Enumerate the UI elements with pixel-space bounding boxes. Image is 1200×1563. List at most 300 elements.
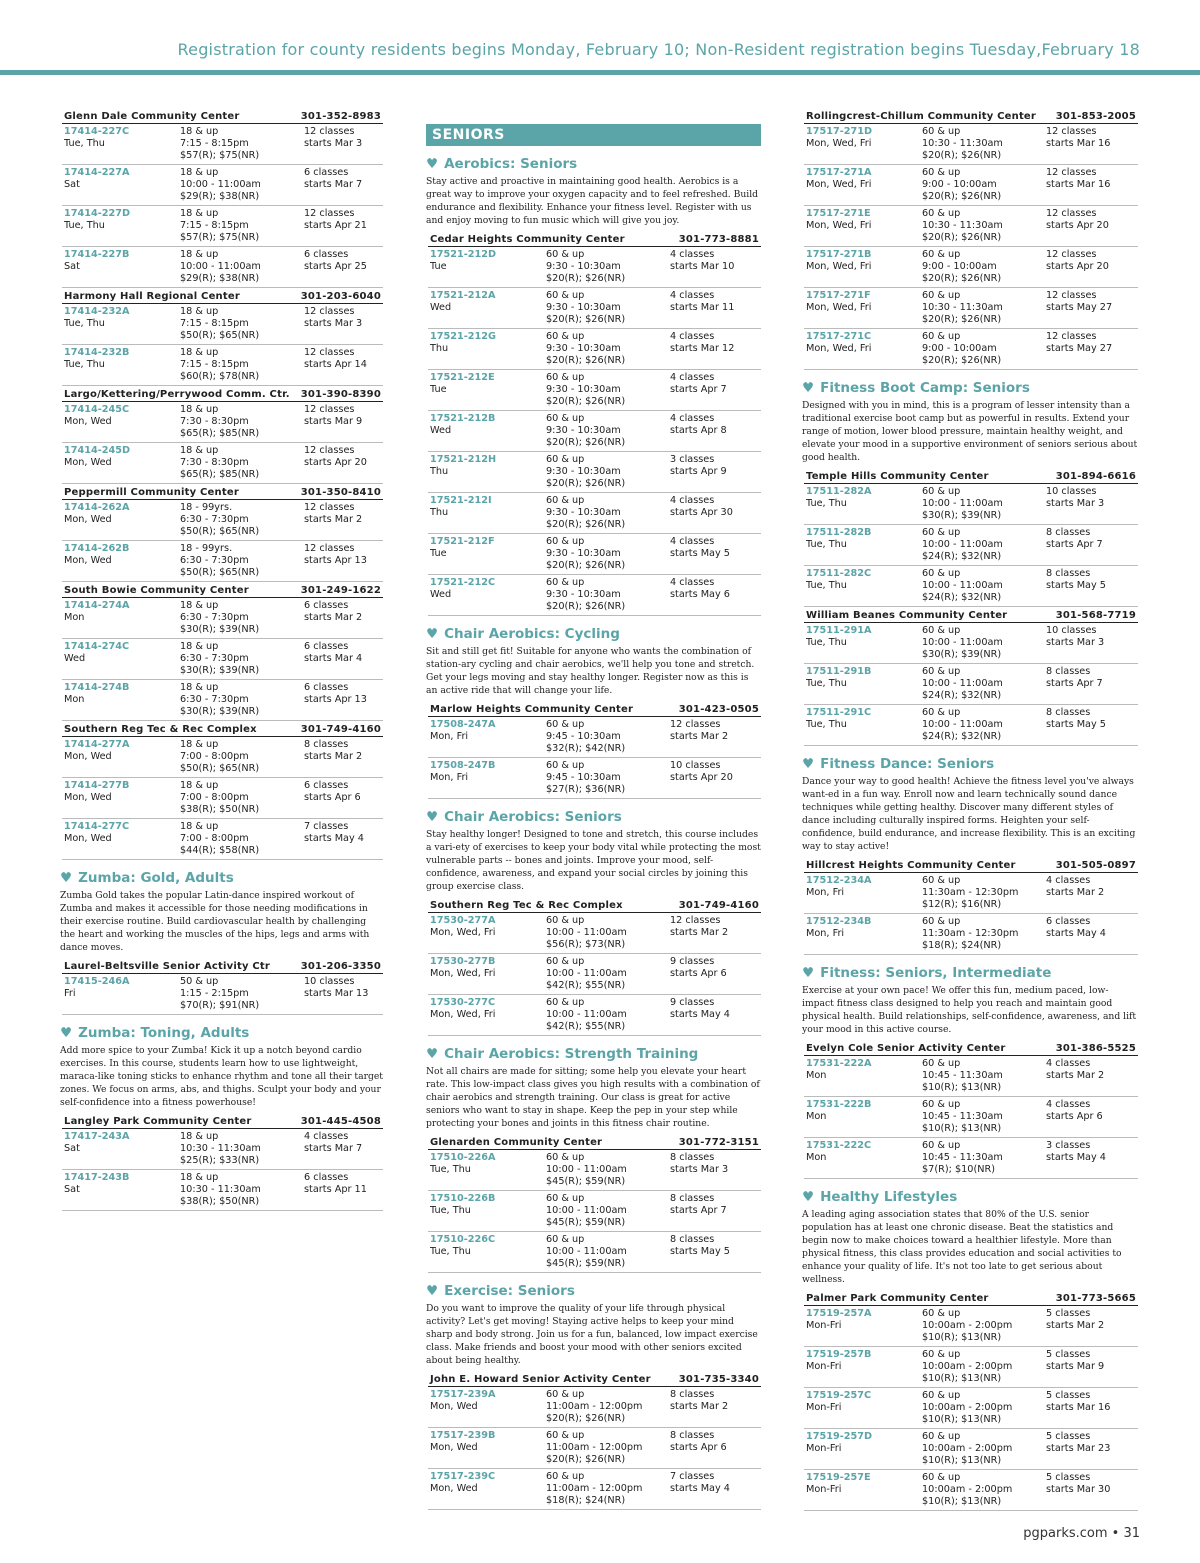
entry-col-code	[430, 1193, 546, 1229]
entry-col-age	[922, 1308, 1046, 1344]
class-entry	[428, 534, 761, 575]
entry-time: 9:45 - 10:30am	[546, 772, 621, 783]
entry-col-code	[430, 536, 546, 572]
entry-classes: 12 classes	[304, 126, 355, 137]
entry-time: 10:00 - 11:00am	[546, 1246, 627, 1257]
entry-classes: 4 classes	[670, 372, 715, 383]
venue-phone: 301-206-3350	[300, 961, 381, 972]
entry-time: 7:15 - 8:15pm	[180, 220, 249, 231]
entry-age: 18 & up	[180, 821, 219, 832]
entry-classes: 4 classes	[670, 249, 715, 260]
entry-days: Tue, Thu	[430, 1246, 471, 1257]
entry-col-code	[64, 1131, 180, 1167]
class-entry	[62, 680, 383, 721]
entry-classes: 4 classes	[670, 331, 715, 342]
course-code-link[interactable]: 17519-257B	[806, 1349, 872, 1360]
entry-days: Sat	[64, 179, 80, 190]
venue-header	[804, 108, 1138, 124]
class-entry	[804, 525, 1138, 566]
entry-time: 9:30 - 10:30am	[546, 384, 621, 395]
entry-col-code	[806, 1431, 922, 1467]
course-code-link[interactable]: 17521-212I	[430, 495, 492, 506]
entry-col-classes	[1046, 1099, 1138, 1135]
entry-col-age	[180, 347, 304, 383]
entry-classes: 8 classes	[670, 1234, 715, 1245]
entry-col-age	[922, 1140, 1046, 1176]
entry-col-age	[546, 1389, 670, 1425]
course-code-link[interactable]: 17414-227B	[64, 249, 130, 260]
venue-phone: 301-423-0505	[678, 704, 759, 715]
entry-classes: 6 classes	[304, 641, 349, 652]
course-code-link[interactable]: 17414-227A	[64, 167, 130, 178]
course-code-link[interactable]: 17414-262A	[64, 502, 130, 513]
entry-col-code	[64, 208, 180, 244]
entry-col-code	[64, 249, 180, 285]
entry-time: 9:00 - 10:00am	[922, 343, 997, 354]
entry-col-classes	[670, 719, 761, 755]
entry-col-age	[922, 1431, 1046, 1467]
course-code-link[interactable]: 17508-247A	[430, 719, 496, 730]
class-entry	[62, 541, 383, 582]
class-entry	[428, 913, 761, 954]
course-code-link[interactable]: 17510-226C	[430, 1234, 496, 1245]
entry-col-code	[806, 625, 922, 661]
venue-name: Langley Park Community Center	[64, 1116, 252, 1127]
course-code-link[interactable]: 17414-274B	[64, 682, 130, 693]
entry-col-classes	[670, 331, 761, 367]
course-code-link[interactable]: 17521-212G	[430, 331, 496, 342]
course-code-link[interactable]: 17531-222A	[806, 1058, 872, 1069]
class-entry	[804, 623, 1138, 664]
venue-name: Peppermill Community Center	[64, 487, 239, 498]
entry-classes: 7 classes	[670, 1471, 715, 1482]
entry-cost: $50(R); $65(NR)	[180, 330, 260, 341]
entry-start: starts Mar 30	[1046, 1484, 1111, 1495]
course-code-link[interactable]: 17508-247B	[430, 760, 496, 771]
class-entry	[428, 575, 761, 616]
entry-age: 18 & up	[180, 682, 219, 693]
entry-days: Thu	[430, 466, 449, 477]
entry-start: starts Mar 3	[1046, 637, 1105, 648]
course-code-link[interactable]: 17517-271F	[806, 290, 871, 301]
entry-col-code	[430, 249, 546, 285]
entry-age: 60 & up	[922, 1431, 961, 1442]
class-entry	[62, 165, 383, 206]
entry-col-age	[546, 413, 670, 449]
entry-cost: $32(R); $42(NR)	[546, 743, 626, 754]
entry-cost: $18(R); $24(NR)	[922, 940, 1002, 951]
entry-col-age	[922, 208, 1046, 244]
entry-classes: 12 classes	[304, 543, 355, 554]
entry-cost: $20(R); $26(NR)	[922, 273, 1002, 284]
entry-days: Mon, Fri	[806, 928, 845, 939]
course-code-link[interactable]: 17512-234A	[806, 875, 872, 886]
course-code-link[interactable]: 17530-277C	[430, 997, 496, 1008]
entry-age: 60 & up	[546, 719, 585, 730]
entry-days: Wed	[64, 653, 86, 664]
class-entry	[62, 206, 383, 247]
entry-col-age	[546, 372, 670, 408]
entry-age: 60 & up	[546, 1193, 585, 1204]
course-code-link[interactable]: 17531-222C	[806, 1140, 872, 1151]
section-heading	[802, 380, 1138, 396]
entry-classes: 12 classes	[670, 719, 721, 730]
class-entry	[804, 1388, 1138, 1429]
entry-cost: $65(R); $85(NR)	[180, 428, 260, 439]
course-code-link[interactable]: 17519-257A	[806, 1308, 872, 1319]
class-entry	[428, 717, 761, 758]
entry-col-classes	[304, 347, 383, 383]
entry-start: starts May 4	[670, 1483, 730, 1494]
entry-classes: 9 classes	[670, 997, 715, 1008]
entry-classes: 5 classes	[1046, 1390, 1091, 1401]
entry-col-classes	[304, 126, 383, 162]
entry-cost: $29(R); $38(NR)	[180, 273, 260, 284]
entry-col-age	[180, 543, 304, 579]
course-code-link[interactable]: 17414-262B	[64, 543, 130, 554]
entry-time: 10:00 - 11:00am	[922, 580, 1003, 591]
entry-col-age	[922, 875, 1046, 911]
entry-col-classes	[670, 1389, 761, 1425]
entry-cost: $57(R); $75(NR)	[180, 150, 260, 161]
entry-age: 60 & up	[546, 495, 585, 506]
venue-name: Largo/Kettering/Perrywood Comm. Ctr.	[64, 389, 290, 400]
entry-classes: 12 classes	[304, 347, 355, 358]
entry-start: starts Mar 10	[670, 261, 735, 272]
entry-col-age	[180, 976, 304, 1012]
entry-classes: 8 classes	[670, 1193, 715, 1204]
venue-phone: 301-749-4160	[300, 724, 381, 735]
entry-col-classes	[670, 1471, 761, 1507]
course-code-link[interactable]: 17510-226A	[430, 1152, 496, 1163]
entry-col-age	[922, 1390, 1046, 1426]
course-code-link[interactable]: 17511-282C	[806, 568, 872, 579]
entry-start: starts Mar 16	[1046, 179, 1111, 190]
course-code-link[interactable]: 17530-277A	[430, 915, 496, 926]
entry-col-classes	[304, 821, 383, 857]
entry-col-age	[546, 1152, 670, 1188]
course-code-link[interactable]: 17530-277B	[430, 956, 496, 967]
entry-days: Mon-Fri	[806, 1320, 842, 1331]
entry-time: 10:00am - 2:00pm	[922, 1361, 1013, 1372]
class-entry	[804, 206, 1138, 247]
entry-time: 10:00 - 11:00am	[546, 968, 627, 979]
entry-time: 10:00 - 11:00am	[546, 1009, 627, 1020]
entry-days: Mon, Wed, Fri	[806, 343, 872, 354]
entry-age: 60 & up	[922, 875, 961, 886]
venue-header	[428, 701, 761, 717]
course-code-link[interactable]: 17531-222B	[806, 1099, 872, 1110]
entry-time: 10:30 - 11:30am	[180, 1184, 261, 1195]
entry-start: starts Mar 2	[304, 514, 363, 525]
course-code-link[interactable]: 17414-277C	[64, 821, 130, 832]
course-code-link[interactable]: 17519-257C	[806, 1390, 872, 1401]
entry-classes: 8 classes	[670, 1152, 715, 1163]
course-code-link[interactable]: 17517-271D	[806, 126, 872, 137]
course-code-link[interactable]: 17517-239A	[430, 1389, 496, 1400]
entry-start: starts Apr 20	[670, 772, 733, 783]
venue-phone: 301-352-8983	[300, 111, 381, 122]
class-entry	[62, 304, 383, 345]
entry-start: starts May 6	[670, 589, 730, 600]
course-code-link[interactable]: 17519-257E	[806, 1472, 871, 1483]
entry-days: Mon, Wed, Fri	[806, 302, 872, 313]
entry-cost: $10(R); $13(NR)	[922, 1373, 1002, 1384]
section-description: Stay healthy longer! Designed to tone and stretch, this course includes a vari-ety of exercises to keep your body vital while protecting the most vulnerable parts -- bones and joints. Improve your mood, self-confidence, awareness, and expand your social circles by joining this group exercise class.	[426, 829, 761, 892]
course-code-link[interactable]: 17521-212D	[430, 249, 496, 260]
class-entry	[62, 737, 383, 778]
course-code-link[interactable]: 17511-291B	[806, 666, 872, 677]
entry-col-age	[180, 167, 304, 203]
course-code-link[interactable]: 17414-277A	[64, 739, 130, 750]
course-code-link[interactable]: 17415-246A	[64, 976, 130, 987]
entry-age: 60 & up	[922, 625, 961, 636]
entry-time: 10:30 - 11:30am	[180, 1143, 261, 1154]
course-code-link[interactable]: 17414-227C	[64, 126, 130, 137]
entry-days: Tue, Thu	[64, 359, 105, 370]
entry-classes: 4 classes	[1046, 875, 1091, 886]
class-entry	[804, 873, 1138, 914]
course-code-link[interactable]: 17417-243B	[64, 1172, 130, 1183]
entry-cost: $20(R); $26(NR)	[922, 355, 1002, 366]
course-code-link[interactable]: 17521-212B	[430, 413, 496, 424]
venue-header	[62, 386, 383, 402]
entry-age: 60 & up	[922, 331, 961, 342]
course-code-link[interactable]: 17521-212H	[430, 454, 497, 465]
course-code-link[interactable]: 17414-274C	[64, 641, 130, 652]
entry-start: starts Mar 7	[304, 1143, 363, 1154]
entry-col-code	[806, 916, 922, 952]
class-entry	[62, 443, 383, 484]
venue-phone: 301-773-5665	[1055, 1293, 1136, 1304]
course-code-link[interactable]: 17417-243A	[64, 1131, 130, 1142]
entry-col-age	[180, 445, 304, 481]
entry-days: Mon, Wed	[64, 555, 112, 566]
venue-phone: 301-749-4160	[678, 900, 759, 911]
class-entry	[804, 1306, 1138, 1347]
class-entry	[62, 598, 383, 639]
course-code-link[interactable]: 17511-282A	[806, 486, 872, 497]
entry-time: 9:30 - 10:30am	[546, 302, 621, 313]
course-code-link[interactable]: 17414-227D	[64, 208, 130, 219]
entry-time: 7:00 - 8:00pm	[180, 792, 249, 803]
entry-age: 60 & up	[922, 486, 961, 497]
entry-cost: $30(R); $39(NR)	[180, 706, 260, 717]
entry-col-code	[64, 347, 180, 383]
heart-icon: ♥	[426, 809, 439, 825]
venue-header	[428, 231, 761, 247]
entry-classes: 3 classes	[1046, 1140, 1091, 1151]
course-code-link[interactable]: 17414-274A	[64, 600, 130, 611]
entry-classes: 12 classes	[304, 502, 355, 513]
entry-days: Sat	[64, 1184, 80, 1195]
course-code-link[interactable]: 17517-271E	[806, 208, 871, 219]
entry-days: Mon-Fri	[806, 1443, 842, 1454]
entry-col-code	[806, 249, 922, 285]
entry-col-code	[430, 290, 546, 326]
course-code-link[interactable]: 17511-291A	[806, 625, 872, 636]
entry-classes: 4 classes	[670, 413, 715, 424]
class-entry	[62, 500, 383, 541]
entry-days: Mon, Wed	[430, 1483, 478, 1494]
section-heading	[426, 1046, 761, 1062]
class-entry	[428, 247, 761, 288]
entry-start: starts May 27	[1046, 302, 1113, 313]
course-code-link[interactable]: 17510-226B	[430, 1193, 496, 1204]
entry-days: Tue, Thu	[806, 678, 847, 689]
course-code-link[interactable]: 17521-212F	[430, 536, 495, 547]
class-entry	[62, 974, 383, 1015]
entry-start: starts Apr 6	[304, 792, 361, 803]
course-code-link[interactable]: 17512-234B	[806, 916, 872, 927]
course-code-link[interactable]: 17517-239B	[430, 1430, 496, 1441]
section-description: Not all chairs are made for sitting; some help you elevate your heart rate. This low-impact class gives you high results with a combination of chair aerobics and strength training. Our class is great for active seniors who want to stay in shape. Keep the pep in your step while protecting your bones and joints in this fitness chair routine.	[426, 1066, 760, 1129]
entry-col-age	[922, 625, 1046, 661]
entry-age: 18 & up	[180, 126, 219, 137]
entry-age: 60 & up	[546, 536, 585, 547]
entry-start: starts Apr 7	[670, 384, 727, 395]
entry-time: 9:30 - 10:30am	[546, 589, 621, 600]
venue-header	[62, 108, 383, 124]
course-code-link[interactable]: 17414-277B	[64, 780, 130, 791]
entry-days: Mon, Wed	[64, 514, 112, 525]
class-entry	[804, 705, 1138, 746]
entry-classes: 12 classes	[670, 915, 721, 926]
class-entry	[428, 758, 761, 799]
section-title: Zumba: Toning, Adults	[78, 1025, 250, 1041]
entry-time: 11:30am - 12:30pm	[922, 887, 1019, 898]
entry-start: starts Mar 3	[670, 1164, 729, 1175]
entry-col-code	[430, 577, 546, 613]
entry-age: 60 & up	[546, 331, 585, 342]
entry-classes: 10 classes	[1046, 625, 1097, 636]
course-code-link[interactable]: 17517-239C	[430, 1471, 496, 1482]
venue-name: Southern Reg Tec & Rec Complex	[430, 900, 623, 911]
entry-start: starts Mar 9	[1046, 1361, 1105, 1372]
entry-cost: $50(R); $65(NR)	[180, 567, 260, 578]
entry-col-classes	[1046, 1140, 1138, 1176]
section-description: Stay active and proactive in maintaining good health. Aerobics is a great way to improve your oxygen capacity and to feel refreshed. Build endurance and flexibility. Enhance your fitness level. Register with us and enjoy moving to fun music which will give you joy.	[426, 176, 759, 226]
section-title: Zumba: Gold, Adults	[78, 870, 234, 886]
entry-days: Mon	[806, 1111, 827, 1122]
entry-col-age	[922, 167, 1046, 203]
entry-col-classes	[1046, 875, 1138, 911]
class-entry	[428, 1469, 761, 1510]
entry-start: starts Apr 13	[304, 555, 367, 566]
heart-icon: ♥	[60, 870, 73, 886]
course-code-link[interactable]: 17414-245C	[64, 404, 130, 415]
entry-col-code	[64, 306, 180, 342]
class-entry	[804, 288, 1138, 329]
entry-col-code	[64, 821, 180, 857]
entry-col-classes	[670, 997, 761, 1033]
entry-start: starts Apr 7	[1046, 678, 1103, 689]
entry-start: starts May 5	[1046, 580, 1106, 591]
entry-start: starts Apr 20	[304, 457, 367, 468]
entry-col-code	[806, 1390, 922, 1426]
entry-age: 18 & up	[180, 1131, 219, 1142]
course-code-link[interactable]: 17511-291C	[806, 707, 872, 718]
course-code-link[interactable]: 17517-271A	[806, 167, 872, 178]
entry-time: 10:00am - 2:00pm	[922, 1402, 1013, 1413]
entry-col-code	[430, 331, 546, 367]
entry-days: Mon	[64, 694, 85, 705]
entry-cost: $20(R); $26(NR)	[546, 560, 626, 571]
class-entry	[428, 411, 761, 452]
course-code-link[interactable]: 17511-282B	[806, 527, 872, 538]
entry-days: Wed	[430, 425, 452, 436]
entry-col-age	[922, 1058, 1046, 1094]
entry-days: Mon, Wed	[430, 1401, 478, 1412]
entry-col-code	[806, 1308, 922, 1344]
venue-name: Southern Reg Tec & Rec Complex	[64, 724, 257, 735]
course-code-link[interactable]: 17521-212A	[430, 290, 496, 301]
course-code-link[interactable]: 17414-232A	[64, 306, 130, 317]
course-code-link[interactable]: 17521-212E	[430, 372, 495, 383]
venue-phone: 301-772-3151	[678, 1137, 759, 1148]
entry-cost: $27(R); $36(NR)	[546, 784, 626, 795]
entry-col-age	[546, 719, 670, 755]
entry-time: 10:00 - 11:00am	[922, 498, 1003, 509]
entry-cost: $38(R); $50(NR)	[180, 1196, 260, 1207]
entry-time: 7:00 - 8:00pm	[180, 833, 249, 844]
entry-time: 6:30 - 7:30pm	[180, 694, 249, 705]
entry-age: 60 & up	[546, 290, 585, 301]
entry-age: 60 & up	[922, 167, 961, 178]
entry-col-classes	[670, 1193, 761, 1229]
entry-col-code	[430, 956, 546, 992]
course-code-link[interactable]: 17517-271B	[806, 249, 872, 260]
entry-col-classes	[304, 502, 383, 538]
entry-days: Mon, Wed, Fri	[430, 927, 496, 938]
entry-start: starts May 5	[670, 1246, 730, 1257]
entry-col-classes	[304, 780, 383, 816]
venue-header	[62, 288, 383, 304]
entry-classes: 4 classes	[670, 495, 715, 506]
course-code-link[interactable]: 17517-271C	[806, 331, 872, 342]
entry-col-code	[430, 413, 546, 449]
section-description: Dance your way to good health! Achieve the fitness level you've always want-ed in a fun way. Enroll now and learn technically sound dance techniques while getting healthy. Discover many different styles of dance including culturally inspired forms. Heighten your self-confidence, build endurance, and increase flexibility. This is an exciting way to stay active!	[802, 776, 1136, 852]
entry-age: 18 & up	[180, 780, 219, 791]
entry-col-code	[430, 1234, 546, 1270]
entry-days: Mon, Wed	[64, 792, 112, 803]
course-code-link[interactable]: 17521-212C	[430, 577, 496, 588]
entry-cost: $20(R); $26(NR)	[546, 355, 626, 366]
entry-age: 60 & up	[922, 707, 961, 718]
entry-col-code	[430, 1430, 546, 1466]
class-entry	[62, 1129, 383, 1170]
course-code-link[interactable]: 17519-257D	[806, 1431, 872, 1442]
entry-classes: 12 classes	[304, 445, 355, 456]
entry-classes: 12 classes	[1046, 290, 1097, 301]
entry-start: starts May 4	[670, 1009, 730, 1020]
course-code-link[interactable]: 17414-232B	[64, 347, 130, 358]
course-code-link[interactable]: 17414-245D	[64, 445, 130, 456]
entry-time: 1:15 - 2:15pm	[180, 988, 249, 999]
entry-classes: 12 classes	[1046, 126, 1097, 137]
section-heading	[60, 870, 383, 886]
venue-name: South Bowie Community Center	[64, 585, 249, 596]
section-heading	[802, 965, 1138, 981]
entry-col-code	[430, 454, 546, 490]
entry-time: 11:00am - 12:00pm	[546, 1483, 643, 1494]
entry-days: Sat	[64, 261, 80, 272]
entry-col-classes	[304, 600, 383, 636]
entry-time: 10:30 - 11:30am	[922, 220, 1003, 231]
entry-cost: $18(R); $24(NR)	[546, 1495, 626, 1506]
entry-time: 10:00 - 11:00am	[922, 678, 1003, 689]
entry-days: Thu	[430, 343, 449, 354]
